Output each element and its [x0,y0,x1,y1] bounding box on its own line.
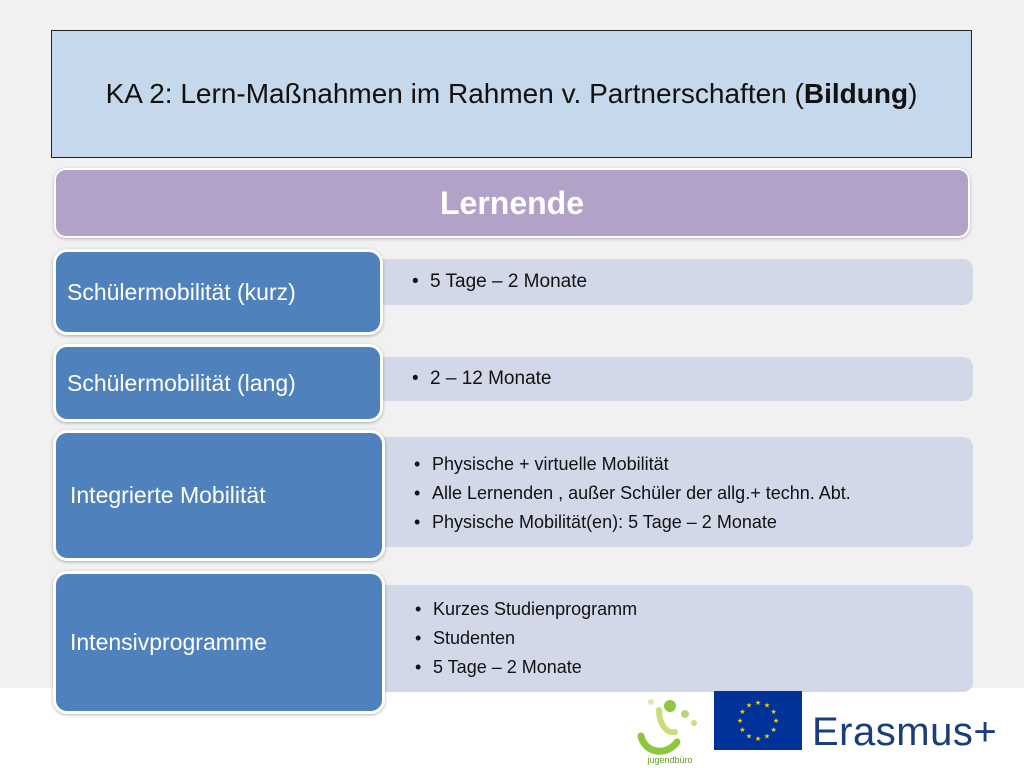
detail-box-schuelermobilitaet-kurz [370,259,973,305]
detail-box-schuelermobilitaet-lang [370,357,973,401]
bullet-item: • Alle Lernenden , außer Schüler der allg.+ techn. Abt. [414,479,973,508]
label-schuelermobilitaet-lang: Schülermobilität (lang) [53,344,383,422]
title-text: KA 2: Lern-Maßnahmen im Rahmen v. Partnerschaften (Bildung) [105,78,918,109]
bullet-item: • Physische + virtuelle Mobilität [414,450,973,479]
eu-star-icon: ★ [739,727,746,734]
bullet-item: • 5 Tage – 2 Monate [415,653,973,682]
jugendbuero-logo-text: jugendbüro [647,755,693,765]
eu-star-icon: ★ [739,709,746,716]
slide-title [51,30,972,158]
eu-star-icon: ★ [736,718,744,725]
bullet-item: • 5 Tage – 2 Monate [412,267,973,296]
detail-box-intensivprogramme [370,585,973,692]
jugendbuero-logo [633,690,707,766]
eu-star-icon: ★ [754,736,762,743]
bullet-item: • Kurzes Studienprogramm [415,595,973,624]
detail-box-integrierte-mobilitaet [370,437,973,547]
eu-star-icon: ★ [770,727,777,734]
bullet-item: • 2 – 12 Monate [412,364,973,393]
eu-flag-icon [714,691,802,750]
eu-star-icon: ★ [745,733,753,741]
header-lernende: Lernende [54,168,970,238]
eu-star-icon: ★ [772,718,780,725]
title-bold: Bildung [803,78,909,109]
erasmus-plus-logo: Erasmus+ [812,710,998,754]
eu-star-icon: ★ [763,702,771,710]
label-schuelermobilitaet-kurz: Schülermobilität (kurz) [53,249,383,335]
label-integrierte-mobilitaet: Integrierte Mobilität [53,430,385,561]
eu-star-icon: ★ [770,709,777,716]
eu-star-icon: ★ [754,700,762,707]
label-intensivprogramme: Intensivprogramme [53,571,385,714]
eu-star-icon: ★ [745,702,753,710]
eu-star-icon: ★ [763,733,771,741]
bullet-item: • Physische Mobilität(en): 5 Tage – 2 Monate [414,508,973,537]
bullet-item: • Studenten [415,624,973,653]
